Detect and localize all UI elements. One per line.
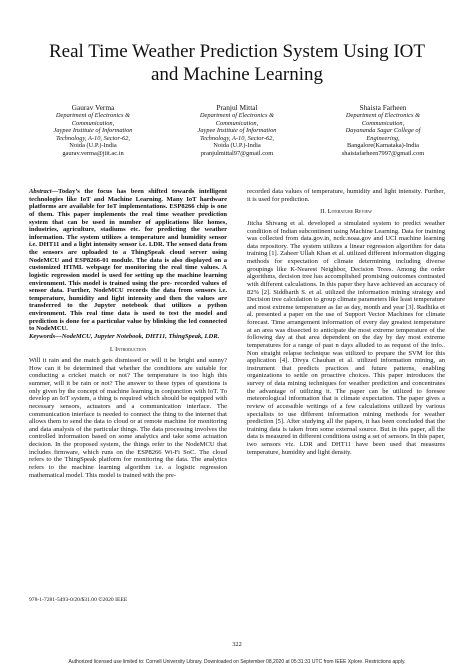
license-footer: Authorized licensed use limited to: Cornell University Library. Downloaded on September 08,2020 at 05:31:31 UTC from IEEE Xplore. Restrictions apply.	[68, 659, 406, 665]
abstract-label: Abstract	[29, 188, 52, 195]
abstract	[29, 188, 227, 333]
paper-title	[20, 40, 454, 86]
title-line-1: Real Time Weather Prediction System Using IOT	[49, 41, 425, 62]
section-heading-literature-review: II. Literature Review	[320, 208, 372, 216]
page-number: 322	[232, 641, 242, 648]
author-name: Gaurav Verma	[71, 103, 115, 112]
abstract-text: —Today’s the focus has been shifted towards intelligent technologies like IoT and Machine Learning. Many IoT hardware platforms are available for IoT implementations. ESP8266 chip is one of them. This paper implements the real time weather prediction system that can be used in number of applications like homes, industries, agriculture, stadiums etc. for predicting the weather information. The system utilizes a temperature and humidity sensor i.e. DHT11 and a light intensity sensor i.e. LDR. The sensed data from the sensors are uploaded to a ThingSpeak cloud server using NodeMCU and ESP8266-01 module. The data is also displayed on a customized HTML webpage for monitoring the real time values. A logistic regression model is used for setting up the machine learning environment. This model is trained using the pre- recorded values of sensor data. Further, NodeMCU records the data from sensors i.e. temperature, humidity and light intensity and then the values are transferred to the Jupyter notebook that utilizes a python environment. This real time data is used to test the model and prediction is done for a particular value by blinking the led connected to NodeMCU.	[29, 188, 227, 333]
author-2	[172, 103, 302, 158]
author-institution: Jaypee Institute of Information	[197, 127, 277, 135]
author-department: Communication,	[215, 119, 259, 127]
author-3	[318, 103, 448, 158]
author-1	[28, 103, 158, 158]
title-line-2: and Machine Learning	[151, 64, 323, 85]
introduction-continued: recorded data values of temperature, humidity and light intensity. Further, it is used for prediction.	[247, 188, 445, 203]
keywords	[29, 333, 227, 341]
author-institution: Jaypee Institute of Information	[53, 127, 133, 135]
literature-review-paragraph: Jitcha Shivang et al. developed a simulated system to predict weather condition of Indian subcontinent using Machine Learning. Data for training was collected from data.gov.in, ncdc.noaa.gov and UCI machine learning data repository. The system utilizes a linear regression algorithm for data training [1]. Zaheer Ullah Khan et al. utilized different information digging methods for expectation of climate determining including diverse groupings like K-Nearest Neighbor, Decision Trees. Among the order algorithms, decision tree has accomplished promising outcomes contrasted with different calculations. In this paper they have achieved an accuracy of 82% [2]. Siddharth S. et al. utilized the information mining strategy and Decision tree calculation to group climate parameters like least temperature and most extreme temperature as far as day, month and year [3]. Radhika et al. presented a paper on the use of Support Vector Machines for climate forecast. Time arrangement information of every day greatest temperature at an area was dissected to anticipate the most extreme temperature of the following day at that area dependent on the day by day most extreme temperatures for a range of past n days alluded to as request of the info.. Non straight relapse technique was utilized to prepare the SVM for this application [4]. Divya Chauhan et al. utilized information mining, an instrument that predicts practices and future patterns, enabling organizations to settle on proactive choices. This paper introduces the survey of data mining techniques for weather prediction and concentrates the advantage of utilizing it. The paper can be utilized to foresee meteorological information that is climate expectation. The paper gives a review of accessible writings of a few calculations utilized by various specialists to use different information mining methods for weather prediction [5]. After studying all the papers, it has been concluded that the training data is taken from some external source. But in this paper, all the data is measured in different conditions using a set of sensors. In this paper, two sensors viz. LDR and DHT11 have been used that measures temperature, humidity and light density.	[247, 219, 445, 456]
author-institution: Engineering,	[366, 134, 400, 142]
right-column	[247, 188, 445, 456]
copyright-notice: 978-1-7281-5493-0/20/$31.00 ©2020 IEEE	[29, 597, 128, 603]
left-column	[29, 188, 227, 479]
author-department: Department of Electronics &	[199, 112, 275, 119]
author-location: Bangalore(Karnataka)-India	[346, 142, 420, 150]
author-location: Noida (U.P.)-India	[69, 142, 117, 150]
section-heading-introduction: I. Introduction	[109, 345, 147, 353]
author-institution: Dayananda Sagar College of	[345, 127, 421, 135]
author-email: pranjulmittal97@gmail.com	[200, 149, 274, 157]
author-department: Communication,	[361, 119, 405, 127]
introduction-paragraph: Will it rain and the match gets dismissed or will it be bright and sunny? How can it be determined that whether the conditions are suitable for conducting a cricket match or not? The temperature is too high this summer, will it be rain or not? The answer to these types of questions is only given by the concept of machine learning in conjunction with IoT. To develop an IoT system, a thing is required which should be equipped with necessary sensors, actuators and a communication interface. The communication interface is needed to connect the thing to the internet that allows them to send the data to cloud or at remote machine for monitoring and data analysis of the particular things. The data processing involves the controlled information based on some analytics and take some actuation decision. In the proposed system, the things refer to the NodeMCU that includes firmware, which runs on the ESP8266 Wi-Fi SoC. The cloud refers to the ThingSpeak platform for monitoring the data. The analytics refers to the machine learning algorithm i.e. a logistic regression mathematical model. This model is trained with the pre-	[29, 357, 227, 479]
author-institution: Technology, A-10, Sector-62,	[200, 134, 274, 142]
keywords-text: —NodeMCU, Jupyter Notebook, DHT11, ThingSpeak, LDR.	[55, 332, 220, 340]
author-name: Shaista Farheen	[359, 103, 407, 112]
author-department: Communication,	[71, 119, 115, 127]
author-email: gaurav.verma@jiit.ac.in	[62, 149, 124, 157]
author-department: Department of Electronics &	[345, 112, 421, 119]
author-department: Department of Electronics &	[55, 112, 131, 119]
author-email: shaistafarheen7997@gmail.com	[341, 149, 425, 157]
author-name: Pranjul Mittal	[216, 103, 258, 112]
author-institution: Technology, A-10, Sector-62,	[56, 134, 130, 142]
author-location: Noida (U.P.)-India	[213, 142, 261, 150]
keywords-label: Keywords	[29, 332, 56, 340]
